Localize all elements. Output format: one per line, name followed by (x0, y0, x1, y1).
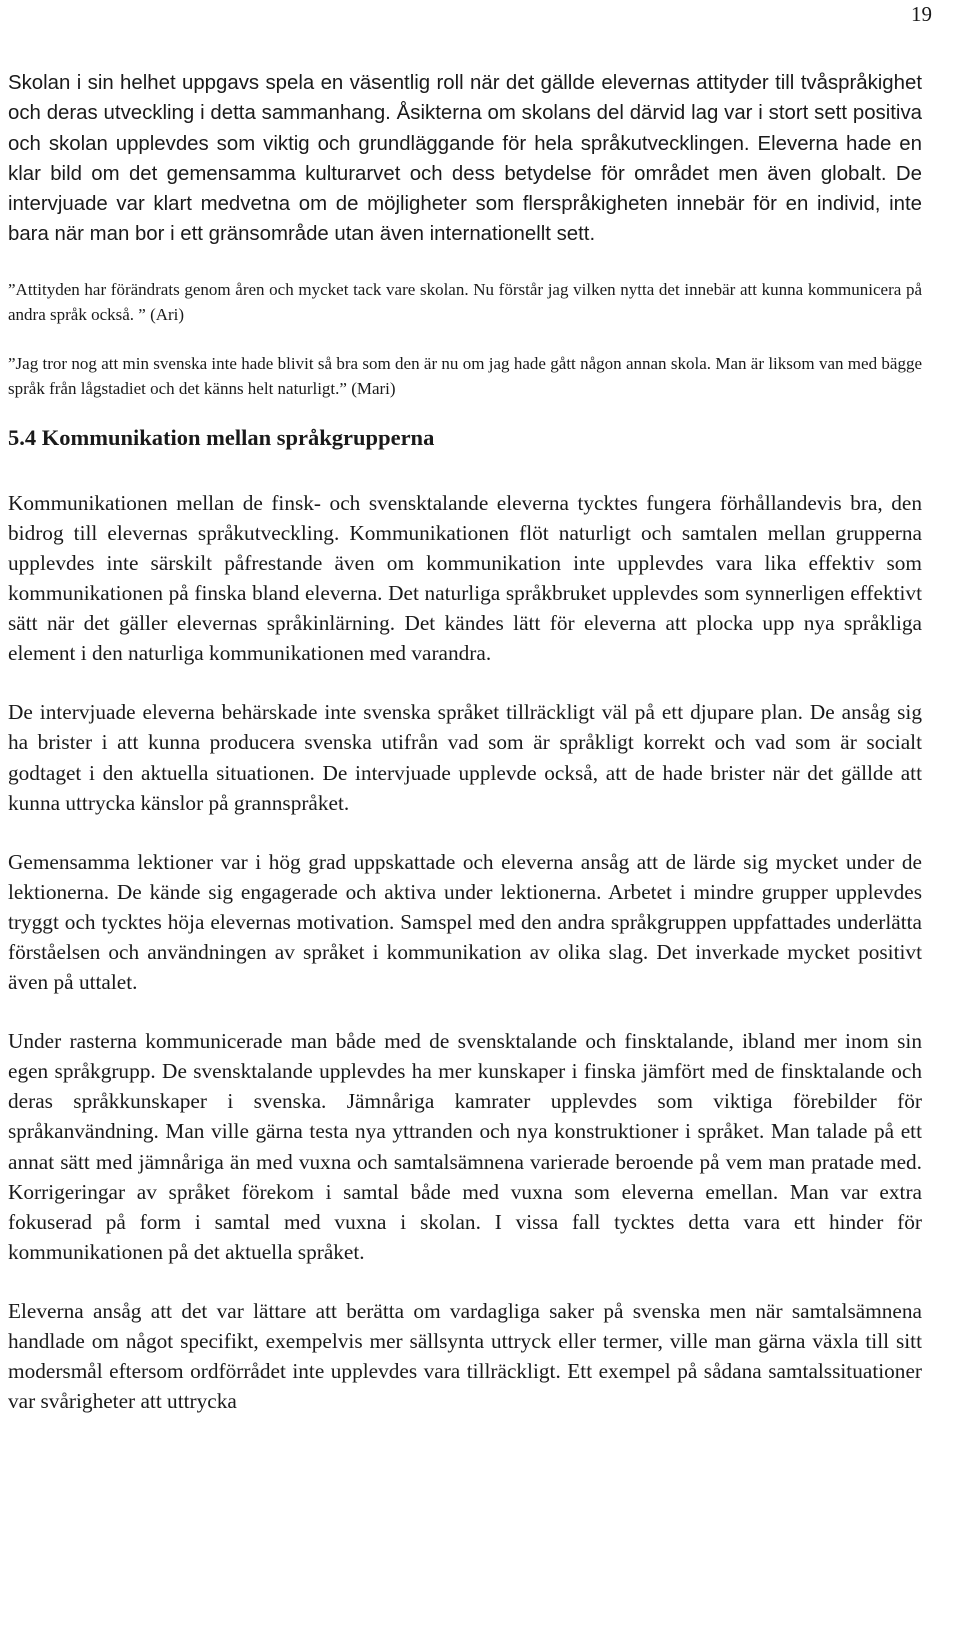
section-paragraph-3: Gemensamma lektioner var i hög grad uppskattade och eleverna ansåg att de lärde sig mycket under de lektionerna. De kände sig engagerade och aktiva under lektionerna. Arbetet i mindre grupper upplevdes tryggt och tycktes höja elevernas motivation. Samspel med den andra språkgruppen uppfattades underlätta förståelsen och användningen av språket i kommunikation av olika slag. Det inverkade mycket positivt även på uttalet. (8, 849, 922, 995)
section-paragraph-2: De intervjuade eleverna behärskade inte svenska språket tillräckligt väl på ett djupare plan. De ansåg sig ha brister i att kunna producera svenska utifrån vad som är språkligt korrekt och vad som är socialt godtaget i den aktuella situationen. De intervjuade upplevde också, att de hade brister när det gällde att kunna uttrycka känslor på grannspråket. (8, 700, 922, 815)
section-paragraph-4: Under rasterna kommunicerade man både med de svensktalande och finsktalande, ibland mer inom sin egen språkgrupp. De svensktalande upplevdes ha mer kunskaper i finska jämfört med de finsktalande och deras språkkunskaper i svenska. Jämnåriga kamrater upplevdes som viktiga förebilder för språkanvändning. Man ville gärna testa nya yttranden och nya konstruktioner i språket. Man talade på ett annat sätt med jämnåriga än med vuxna och samtalsämnena varierade beroende på vem man pratade med. Korrigeringar av språket förekom i samtal både med vuxna som eleverna emellan. Man var extra fokuserad på form i samtal med vuxna i skolan. I vissa fall tycktes detta vara ett hinder för kommunikationen på det aktuella språket. (8, 1029, 922, 1264)
section-paragraph-1: Kommunikationen mellan de finsk- och svensktalande eleverna tycktes fungera förhållandevis bra, den bidrog till elevernas språkutveckling. Kommunikationen flöt naturligt och samtalen mellan grupperna upplevdes inte särskilt påfrestande även om kommunikation inte upplevdes vara lika effektiv som kommunikationen på finska bland eleverna. Det naturliga språkbruket upplevdes som synnerligen effektivt sätt när det gäller elevernas språkinlärning. Det kändes lätt för eleverna att plocka upp nya språkliga element i den naturliga kommunikationen med varandra. (8, 490, 922, 666)
section-heading: 5.4 Kommunikation mellan språkgrupperna (8, 424, 435, 450)
intro-paragraph: Skolan i sin helhet uppgavs spela en väsentlig roll när det gällde elevernas attityder till tvåspråkighet och deras utveckling i detta sammanhang. Åsikterna om skolans del därvid lag var i stort sett positiva och skolan upplevdes som viktig och grundläggande för hela språkutvecklingen. Eleverna hade en klar bild om det gemensamma kulturarvet och dess betydelse för området men även globalt. De intervjuade var klart medvetna om de möjligheter som flerspråkigheten innebär för en individ, inte bara när man bor i ett gränsområde utan även internationellt sett. (8, 72, 922, 246)
interview-quote-ari: ”Attityden har förändrats genom åren och mycket tack vare skolan. Nu förstår jag vilken nytta det innebär att kunna kommunicera på andra språk också. ” (Ari) (8, 279, 922, 325)
document-body (8, 68, 922, 1416)
interview-quote-mari: ”Jag tror nog att min svenska inte hade blivit så bra som den är nu om jag hade gått någon annan skola. Man är liksom van med bägge språk från lågstadiet och det känns helt naturligt.” (Mari) (8, 353, 922, 399)
section-paragraph-5: Eleverna ansåg att det var lättare att berätta om vardagliga saker på svenska men när samtalsämnena handlade om något specifikt, exempelvis mer sällsynta uttryck eller termer, ville man gärna växla till sitt modersmål eftersom ordförrådet inte upplevdes vara tillräckligt. Ett exempel på sådana samtalssituationer var svårigheter att uttrycka (8, 1298, 922, 1414)
page-number: 19 (911, 2, 932, 26)
